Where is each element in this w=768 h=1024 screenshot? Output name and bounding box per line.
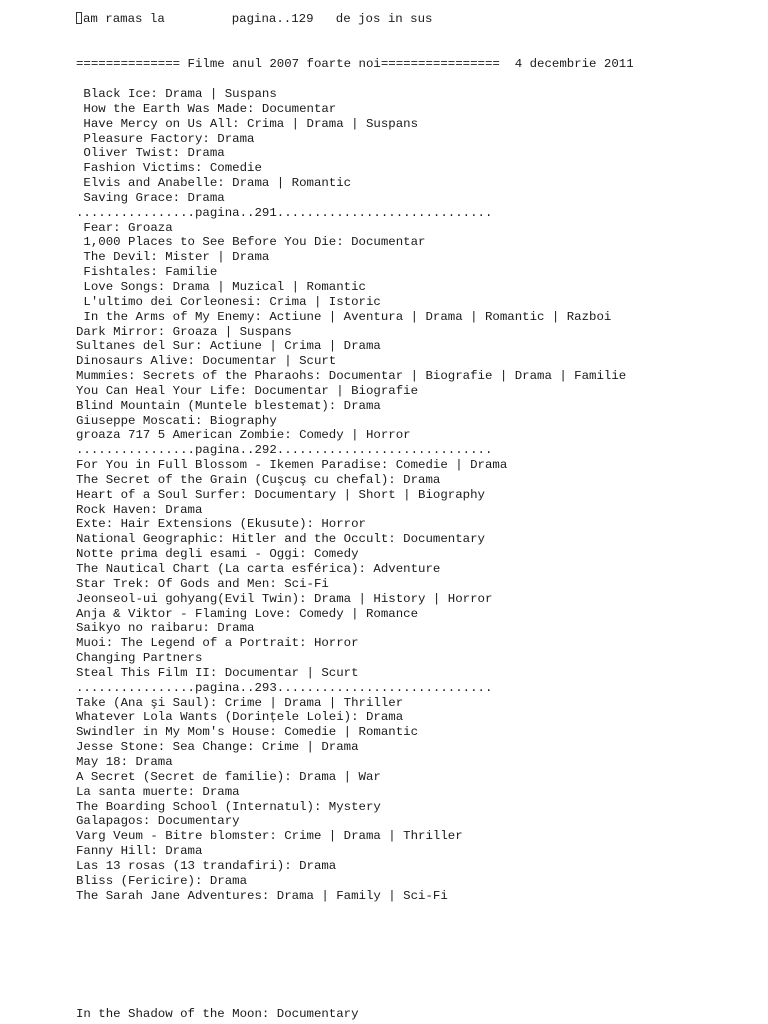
list-item: Blind Mountain (Muntele blestemat): Drama bbox=[76, 398, 381, 413]
list-item: Changing Partners bbox=[76, 651, 203, 666]
list-item: Dark Mirror: Groaza | Suspans bbox=[76, 324, 292, 339]
list-item: Exte: Hair Extensions (Ekusute): Horror bbox=[76, 517, 366, 532]
list-item: The Secret of the Grain (Cuşcuş cu chefal): Drama bbox=[76, 472, 441, 487]
list-item: groaza 717 5 American Zombie: Comedy | Horror bbox=[76, 428, 411, 443]
movie-list bbox=[76, 87, 626, 903]
list-item: Fashion Victims: Comedie bbox=[76, 161, 262, 176]
missing-glyph-icon bbox=[76, 12, 82, 24]
list-item: Anja & Viktor - Flaming Love: Comedy | Romance bbox=[76, 606, 419, 621]
list-item: Fear: Groaza bbox=[76, 220, 173, 235]
list-item: Steal This Film II: Documentar | Scurt bbox=[76, 665, 359, 680]
header-text: am ramas la pagina..129 de jos in sus bbox=[83, 12, 433, 26]
list-item: The Devil: Mister | Drama bbox=[76, 250, 270, 265]
footer-entry: In the Shadow of the Moon: Documentary bbox=[76, 1007, 359, 1021]
list-item: Fanny Hill: Drama bbox=[76, 844, 203, 859]
list-item: May 18: Drama bbox=[76, 754, 173, 769]
list-item: Notte prima degli esami - Oggi: Comedy bbox=[76, 547, 359, 562]
list-item: Jeonseol-ui gohyang(Evil Twin): Drama | History | Horror bbox=[76, 591, 493, 606]
list-item: National Geographic: Hitler and the Occult: Documentary bbox=[76, 532, 485, 547]
list-item: Black Ice: Drama | Suspans bbox=[76, 87, 277, 101]
list-item: The Nautical Chart (La carta esférica): Adventure bbox=[76, 562, 441, 576]
list-item: Saving Grace: Drama bbox=[76, 190, 225, 205]
list-item: Oliver Twist: Drama bbox=[76, 146, 225, 161]
list-item: For You in Full Blossom - Ikemen Paradise: Comedie | Drama bbox=[76, 458, 508, 473]
list-item: Varg Veum - Bitre blomster: Crime | Drama | Thriller bbox=[76, 829, 463, 844]
list-item: Whatever Lola Wants (Dorințele Lolei): Drama bbox=[76, 710, 404, 725]
list-item: L'ultimo dei Corleonesi: Crima | Istoric bbox=[76, 294, 381, 309]
list-item: Elvis and Anabelle: Drama | Romantic bbox=[76, 176, 352, 191]
page-separator: ................pagina..292............................. bbox=[76, 443, 493, 458]
list-item: Dinosaurs Alive: Documentar | Scurt bbox=[76, 354, 337, 369]
list-item: Pleasure Factory: Drama bbox=[76, 131, 255, 146]
list-item: You Can Heal Your Life: Documentar | Biografie bbox=[76, 383, 419, 398]
page-separator: ................pagina..291............................. bbox=[76, 205, 493, 220]
list-item: The Sarah Jane Adventures: Drama | Family | Sci-Fi bbox=[76, 888, 448, 903]
list-item: A Secret (Secret de familie): Drama | War bbox=[76, 769, 381, 784]
list-item: Love Songs: Drama | Muzical | Romantic bbox=[76, 279, 366, 294]
list-item: Jesse Stone: Sea Change: Crime | Drama bbox=[76, 740, 359, 755]
list-item: Swindler in My Mom's House: Comedie | Romantic bbox=[76, 725, 419, 740]
list-item: Star Trek: Of Gods and Men: Sci-Fi bbox=[76, 576, 329, 591]
list-item: Galapagos: Documentary bbox=[76, 814, 240, 829]
list-item: Fishtales: Familie bbox=[76, 265, 218, 280]
list-item: Mummies: Secrets of the Pharaohs: Documentar | Biografie | Drama | Familie bbox=[76, 369, 627, 384]
list-item: In the Arms of My Enemy: Actiune | Aventura | Drama | Romantic | Razboi bbox=[76, 309, 612, 324]
list-item: 1,000 Places to See Before You Die: Documentar bbox=[76, 235, 426, 250]
list-item: Saikyo no raibaru: Drama bbox=[76, 621, 255, 636]
list-item: Muoi: The Legend of a Portrait: Horror bbox=[76, 636, 359, 651]
list-item: Sultanes del Sur: Actiune | Crima | Drama bbox=[76, 339, 381, 354]
list-item: Bliss (Fericire): Drama bbox=[76, 873, 248, 888]
list-item: How the Earth Was Made: Documentar bbox=[76, 101, 337, 116]
list-item: Las 13 rosas (13 trandafiri): Drama bbox=[76, 858, 337, 873]
list-item: The Boarding School (Internatul): Mystery bbox=[76, 799, 381, 814]
list-item: Take (Ana şi Saul): Crime | Drama | Thriller bbox=[76, 695, 404, 710]
page-separator: ................pagina..293............................. bbox=[76, 680, 493, 695]
header-note bbox=[76, 12, 432, 27]
list-item: Have Mercy on Us All: Crima | Drama | Suspans bbox=[76, 116, 419, 131]
list-item: La santa muerte: Drama bbox=[76, 784, 240, 799]
section-title: ============== Filme anul 2007 foarte noi================ 4 decembrie 2011 bbox=[76, 57, 634, 71]
list-item: Heart of a Soul Surfer: Documentary | Short | Biography bbox=[76, 487, 485, 502]
list-item: Rock Haven: Drama bbox=[76, 502, 203, 517]
list-item: Giuseppe Moscati: Biography bbox=[76, 413, 277, 428]
